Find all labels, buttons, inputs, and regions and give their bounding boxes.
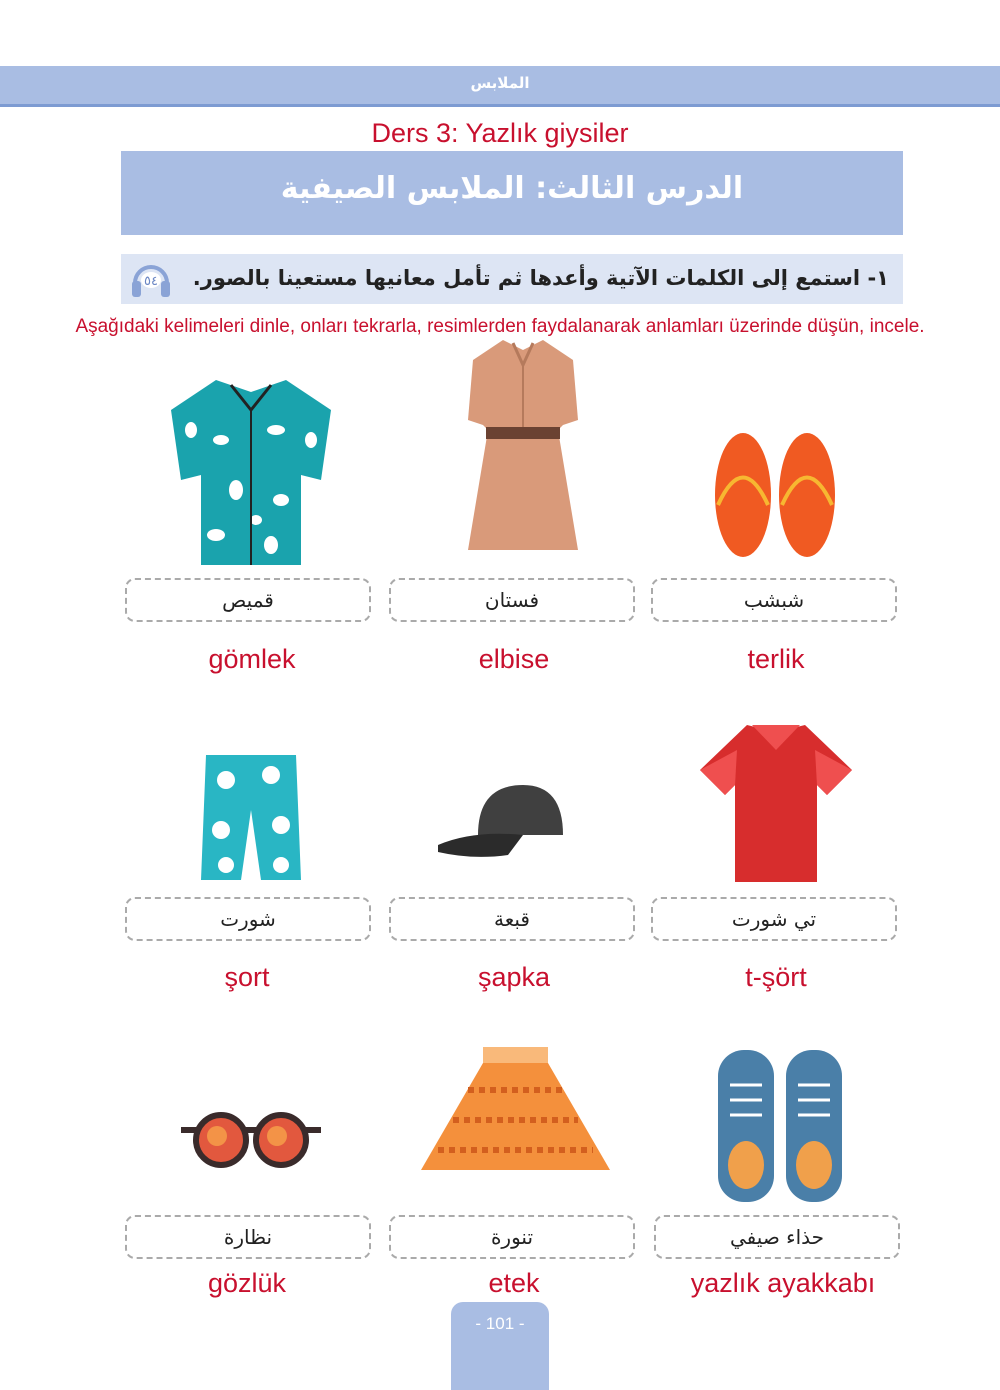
shirt-icon	[161, 370, 341, 574]
section-header-bar	[0, 66, 1000, 107]
page-number-tab	[451, 1302, 549, 1390]
turkish-word: terlik	[747, 644, 805, 674]
turkish-word: t-şört	[745, 962, 807, 992]
instruction-box	[121, 254, 903, 304]
lesson-title-box	[121, 151, 903, 235]
arabic-word-box: شورت	[125, 897, 371, 941]
arabic-word-box: قميص	[125, 578, 371, 622]
lesson-title-tr: Ders 3: Yazlık giysiler	[371, 118, 629, 148]
tshirt-icon	[697, 720, 855, 889]
instruction-ar: ١- استمع إلى الكلمات الآتية وأعدها ثم تأمل معانيها مستعينا بالصور.	[192, 266, 889, 290]
arabic-word-box: شبشب	[651, 578, 897, 622]
lesson-title-ar: الدرس الثالث: الملابس الصيفية	[280, 171, 744, 206]
turkish-word: yazlık ayakkabı	[690, 1268, 876, 1298]
audio-track-number: ٥٤	[144, 274, 158, 289]
turkish-word: etek	[488, 1268, 540, 1298]
turkish-word: gömlek	[208, 644, 296, 674]
arabic-word-box: نظارة	[125, 1215, 371, 1259]
sneakers-icon	[715, 1045, 845, 1209]
arabic-word-box: تنورة	[389, 1215, 635, 1259]
cap-icon	[433, 780, 568, 869]
turkish-word: gözlük	[207, 1268, 287, 1298]
instruction-tr: Aşağıdaki kelimeleri dinle, onları tekrarla, resimlerden faydalanarak anlamları üzerinde düşün, incele.	[75, 316, 925, 337]
sunglasses-icon	[181, 1110, 321, 1174]
turkish-word: şapka	[477, 962, 551, 992]
turkish-word: şort	[224, 962, 270, 992]
arabic-word-box: تي شورت	[651, 897, 897, 941]
shorts-icon	[196, 750, 306, 889]
flip-flops-icon	[710, 430, 840, 569]
dress-icon	[458, 335, 588, 569]
skirt-icon	[418, 1045, 613, 1184]
arabic-word-box: حذاء صيفي	[654, 1215, 900, 1259]
turkish-word: elbise	[478, 644, 550, 674]
section-title: الملابس	[470, 74, 530, 92]
arabic-word-box: فستان	[389, 578, 635, 622]
page-number: - 101 -	[475, 1314, 525, 1333]
arabic-word-box: قبعة	[389, 897, 635, 941]
headphones-icon[interactable]	[129, 257, 173, 301]
